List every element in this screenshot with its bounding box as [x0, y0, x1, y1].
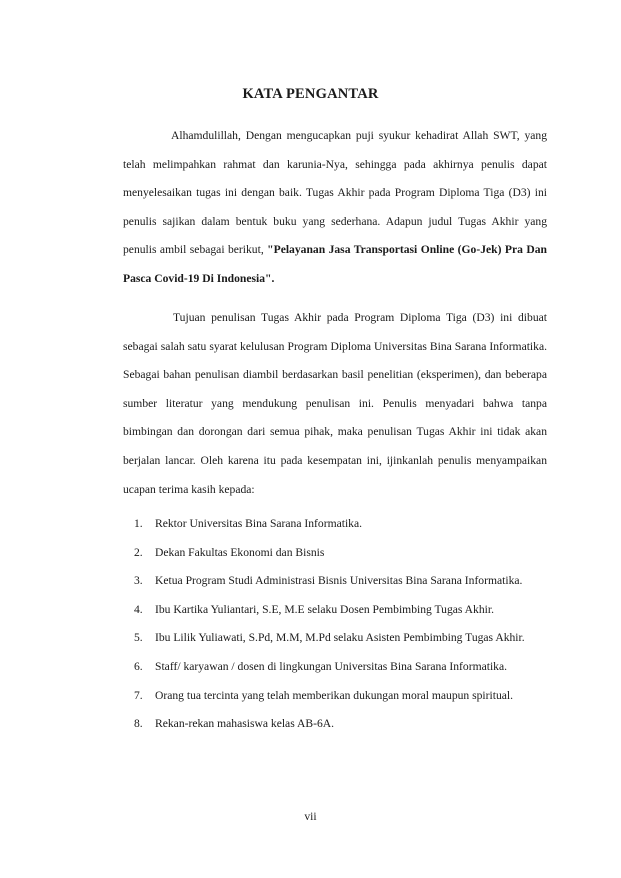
list-item-number: 2. — [134, 545, 143, 559]
list-item-text: Rektor Universitas Bina Sarana Informatika. — [155, 517, 363, 530]
list-item-number: 3. — [134, 574, 143, 588]
page-title: KATA PENGANTAR — [242, 86, 379, 102]
list-item-number: 6. — [134, 659, 143, 673]
list-item-number: 4. — [134, 602, 143, 616]
list-item — [123, 567, 547, 596]
list-item-text: Ibu Kartika Yuliantari, S.E, M.E selaku Dosen Pembimbing Tugas Akhir. — [155, 602, 494, 616]
list-item — [123, 624, 547, 653]
list-item-number: 7. — [134, 688, 143, 702]
thesis-title: "Pelayanan Jasa Transportasi Online (Go-Jek) Pra Dan Pasca Covid-19 Di Indonesia". — [123, 243, 547, 285]
list-item-text: Dekan Fakultas Ekonomi dan Bisnis — [155, 545, 325, 559]
acknowledgement-list — [123, 510, 547, 739]
list-item — [123, 682, 547, 711]
list-item — [123, 596, 547, 625]
list-item-text: Ibu Lilik Yuliawati, S.Pd, M.M, M.Pd selaku Asisten Pembimbing Tugas Akhir. — [155, 631, 525, 645]
list-item-text: Orang tua tercinta yang telah memberikan dukungan moral maupun spiritual. — [155, 688, 514, 702]
list-item-text: Ketua Program Studi Administrasi Bisnis Universitas Bina Sarana Informatika. — [155, 574, 523, 588]
list-item-number: 1. — [134, 517, 143, 530]
page-number: vii — [304, 810, 317, 823]
list-item-number: 5. — [134, 631, 143, 645]
list-item — [123, 539, 547, 568]
list-item-text: Staff/ karyawan / dosen di lingkungan Universitas Bina Sarana Informatika. — [155, 659, 508, 673]
list-item — [123, 653, 547, 682]
intro-paragraph-text: Alhamdulillah, Dengan mengucapkan puji syukur kehadirat Allah SWT, yang telah melimpahkan rahmat dan karunia-Nya, sehingga pada akhirnya penulis dapat menyelesaikan tugas ini dengan baik. Tugas Akhir pada Program Diploma Tiga (D3) ini penulis sajikan dalam bentuk buku yang sederhana. Adapun judul Tugas Akhir yang penulis ambil sebagai berikut, — [123, 129, 547, 257]
purpose-paragraph: Tujuan penulisan Tugas Akhir pada Program Diploma Tiga (D3) ini dibuat sebagai salah satu syarat kelulusan Program Diploma Universitas Bina Sarana Informatika. Sebagai bahan penulisan diambil berdasarkan basil penelitian (eksperimen), dan beberapa sumber literatur yang mendukung penulisan ini. Penulis menyadari bahwa tanpa bimbingan dan dorongan dari semua pihak, maka penulisan Tugas Akhir ini tidak akan berjalan lancar. Oleh karena itu pada kesempatan ini, ijinkanlah penulis menyampaikan ucapan terima kasih kepada: — [123, 311, 547, 496]
list-item — [123, 710, 547, 739]
intro-paragraph — [123, 122, 547, 294]
list-item-text: Rekan-rekan mahasiswa kelas AB-6A. — [155, 717, 335, 731]
list-item-number: 8. — [134, 717, 143, 731]
list-item — [123, 510, 547, 539]
